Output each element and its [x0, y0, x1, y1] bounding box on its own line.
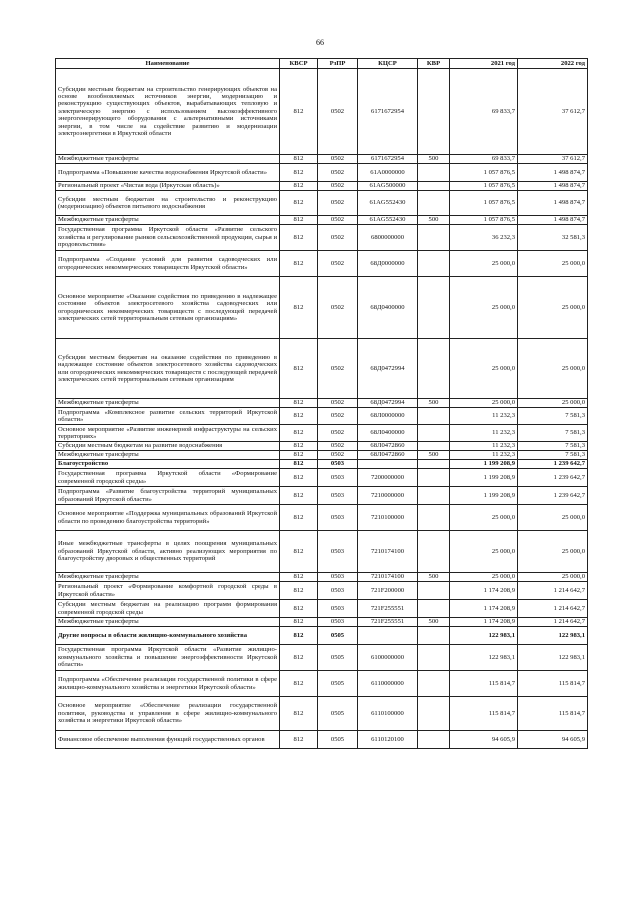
- cell-kvr: [418, 277, 450, 339]
- cell-kvr: [418, 408, 450, 425]
- cell-kvsr: 812: [280, 191, 318, 216]
- cell-kvsr: 812: [280, 671, 318, 697]
- cell-kvr: 500: [418, 155, 450, 164]
- cell-name: Субсидии местным бюджетам на строительство и реконструкцию (модернизацию) объектов питьевого водоснабжения: [56, 191, 280, 216]
- cell-2022: 1 239 642,7: [518, 469, 588, 487]
- table-row: [56, 573, 588, 582]
- cell-kvsr: 812: [280, 339, 318, 399]
- cell-rzpr: 0503: [318, 531, 358, 573]
- table-row: [56, 225, 588, 251]
- cell-rzpr: 0502: [318, 442, 358, 451]
- cell-kvsr: 812: [280, 164, 318, 182]
- cell-2021: 1 057 876,5: [450, 164, 518, 182]
- cell-2022: 122 983,1: [518, 645, 588, 671]
- cell-2022: 1 498 874,7: [518, 191, 588, 216]
- cell-name: Благоустройство: [56, 460, 280, 469]
- cell-2021: 1 057 876,5: [450, 216, 518, 225]
- cell-rzpr: 0505: [318, 671, 358, 697]
- cell-kcsr: 721F255551: [358, 618, 418, 627]
- cell-2022: 25 000,0: [518, 399, 588, 408]
- cell-kcsr: 68Л0472860: [358, 442, 418, 451]
- cell-kvsr: 812: [280, 216, 318, 225]
- cell-2022: 25 000,0: [518, 531, 588, 573]
- cell-kvsr: 812: [280, 155, 318, 164]
- cell-kvr: 500: [418, 451, 450, 460]
- cell-2022: 1 498 874,7: [518, 216, 588, 225]
- cell-kvr: [418, 469, 450, 487]
- cell-kvr: [418, 582, 450, 600]
- cell-kcsr: 6100000000: [358, 645, 418, 671]
- cell-2022: 7 581,3: [518, 442, 588, 451]
- cell-name: Подпрограмма «Комплексное развитие сельских территорий Иркутской области»: [56, 408, 280, 425]
- cell-kcsr: 721F255551: [358, 600, 418, 618]
- cell-2022: 25 000,0: [518, 339, 588, 399]
- cell-kcsr: 6171672954: [358, 69, 418, 155]
- cell-rzpr: 0505: [318, 731, 358, 749]
- cell-name: Подпрограмма «Обеспечение реализации государственной политики в сфере жилищно-коммунального хозяйства и энергетики Иркутской области»: [56, 671, 280, 697]
- cell-rzpr: 0502: [318, 182, 358, 191]
- table-row: [56, 582, 588, 600]
- cell-kvr: [418, 191, 450, 216]
- table-row: [56, 627, 588, 645]
- cell-kvsr: 812: [280, 425, 318, 442]
- cell-name: Субсидии местным бюджетам на развитие водоснабжения: [56, 442, 280, 451]
- cell-2021: 36 232,3: [450, 225, 518, 251]
- cell-2021: 11 232,3: [450, 425, 518, 442]
- table-row: [56, 182, 588, 191]
- cell-2021: 122 983,1: [450, 645, 518, 671]
- cell-kvsr: 812: [280, 645, 318, 671]
- cell-2021: 11 232,3: [450, 408, 518, 425]
- cell-2022: 7 581,3: [518, 451, 588, 460]
- cell-name: Другие вопросы в области жилищно-коммунального хозяйства: [56, 627, 280, 645]
- cell-kvr: [418, 442, 450, 451]
- cell-kvr: 500: [418, 618, 450, 627]
- cell-kcsr: 6800000000: [358, 225, 418, 251]
- cell-kcsr: 61А0000000: [358, 164, 418, 182]
- cell-kvr: [418, 627, 450, 645]
- table-row: [56, 155, 588, 164]
- table-row: [56, 251, 588, 277]
- header-2021: 2021 год: [450, 59, 518, 69]
- cell-kvsr: 812: [280, 582, 318, 600]
- cell-name: Субсидии местным бюджетам на реализацию программ формирования современной городской среды: [56, 600, 280, 618]
- cell-name: Государственная программа Иркутской области «Развитие сельского хозяйства и регулирование рынков сельскохозяйственной продукции, сырья и продовольствия»: [56, 225, 280, 251]
- cell-2021: 25 000,0: [450, 277, 518, 339]
- cell-name: Межбюджетные трансферты: [56, 618, 280, 627]
- cell-2021: 122 983,1: [450, 627, 518, 645]
- cell-2021: 1 057 876,5: [450, 191, 518, 216]
- cell-2022: 25 000,0: [518, 277, 588, 339]
- cell-2022: 1 498 874,7: [518, 164, 588, 182]
- cell-2022: 115 814,7: [518, 697, 588, 731]
- cell-name: Межбюджетные трансферты: [56, 399, 280, 408]
- cell-kvr: [418, 69, 450, 155]
- cell-kvsr: 812: [280, 182, 318, 191]
- cell-kcsr: 7200000000: [358, 469, 418, 487]
- cell-2022: 37 612,7: [518, 69, 588, 155]
- cell-name: Подпрограмма «Развитие благоустройства территорий муниципальных образований Иркутской области»: [56, 487, 280, 505]
- cell-name: Иные межбюджетные трансферты в целях поощрения муниципальных образований Иркутской области, активно реализующих мероприятия по благоустройству дворовых и общественных территорий: [56, 531, 280, 573]
- cell-rzpr: 0502: [318, 339, 358, 399]
- table-header-row: [56, 59, 588, 69]
- cell-2021: 11 232,3: [450, 451, 518, 460]
- cell-kvsr: 812: [280, 731, 318, 749]
- cell-2021: 69 833,7: [450, 69, 518, 155]
- cell-rzpr: 0505: [318, 627, 358, 645]
- cell-2022: 1 214 642,7: [518, 600, 588, 618]
- table-row: [56, 277, 588, 339]
- header-kcsr: КЦСР: [358, 59, 418, 69]
- cell-kcsr: 7210100000: [358, 505, 418, 531]
- header-kvr: КВР: [418, 59, 450, 69]
- cell-kvr: [418, 731, 450, 749]
- cell-kvr: [418, 182, 450, 191]
- cell-kvsr: 812: [280, 277, 318, 339]
- header-kvsr: КВСР: [280, 59, 318, 69]
- cell-kvr: [418, 425, 450, 442]
- cell-name: Региональный проект «Чистая вода (Иркутская область)»: [56, 182, 280, 191]
- cell-kvsr: 812: [280, 487, 318, 505]
- cell-2022: 122 983,1: [518, 627, 588, 645]
- page-number: 66: [316, 38, 324, 47]
- cell-rzpr: 0505: [318, 645, 358, 671]
- cell-kcsr: 68Д0000000: [358, 251, 418, 277]
- cell-kvr: [418, 164, 450, 182]
- table-row: [56, 164, 588, 182]
- table-row: [56, 442, 588, 451]
- cell-kvsr: 812: [280, 618, 318, 627]
- cell-kvsr: 812: [280, 408, 318, 425]
- table-row: [56, 645, 588, 671]
- cell-kcsr: 6110000000: [358, 671, 418, 697]
- cell-2021: 1 174 208,9: [450, 618, 518, 627]
- cell-kvsr: 812: [280, 251, 318, 277]
- cell-kvsr: 812: [280, 451, 318, 460]
- cell-kvsr: 812: [280, 460, 318, 469]
- cell-kvr: 500: [418, 216, 450, 225]
- cell-rzpr: 0502: [318, 225, 358, 251]
- cell-kvsr: 812: [280, 442, 318, 451]
- cell-kvsr: 812: [280, 573, 318, 582]
- cell-name: Межбюджетные трансферты: [56, 451, 280, 460]
- cell-2021: 25 000,0: [450, 251, 518, 277]
- cell-2021: 25 000,0: [450, 505, 518, 531]
- cell-rzpr: 0502: [318, 216, 358, 225]
- cell-2021: 69 833,7: [450, 155, 518, 164]
- header-rzpr: РзПР: [318, 59, 358, 69]
- cell-2022: 94 605,9: [518, 731, 588, 749]
- cell-2022: 1 239 642,7: [518, 487, 588, 505]
- table-row: [56, 451, 588, 460]
- cell-kvr: [418, 460, 450, 469]
- cell-kvr: [418, 339, 450, 399]
- cell-rzpr: 0505: [318, 697, 358, 731]
- table-row: [56, 697, 588, 731]
- cell-rzpr: 0503: [318, 600, 358, 618]
- cell-kcsr: 61АG552430: [358, 191, 418, 216]
- cell-2021: 25 000,0: [450, 399, 518, 408]
- cell-rzpr: 0503: [318, 505, 358, 531]
- cell-name: Субсидии местным бюджетам на оказание содействия по приведению в надлежащее состояние объектов электросетевого хозяйства садоводческих или огороднических некоммерческих товариществ с последующей передачей электрических сетей территориальным сетевым организациям: [56, 339, 280, 399]
- cell-rzpr: 0502: [318, 277, 358, 339]
- cell-kvsr: 812: [280, 399, 318, 408]
- cell-kvr: [418, 487, 450, 505]
- cell-2021: 94 605,9: [450, 731, 518, 749]
- cell-kvsr: 812: [280, 627, 318, 645]
- cell-name: Субсидии местным бюджетам на строительство генерирующих объектов на основе возобновляемых источников энергии, модернизацию и реконструкцию существующих объектов, вырабатывающих тепловую и электрическую энергию с использованием высокоэффективного энергогенерирующего оборудования с альтернативными источниками энергии, в том числе на содействие развитию и модернизации электроэнергетики в Иркутской области: [56, 69, 280, 155]
- table-row: [56, 408, 588, 425]
- table-row: [56, 618, 588, 627]
- cell-2022: 25 000,0: [518, 251, 588, 277]
- header-name: Наименование: [56, 59, 280, 69]
- cell-kcsr: 68Л0472860: [358, 451, 418, 460]
- cell-rzpr: 0503: [318, 573, 358, 582]
- cell-kvsr: 812: [280, 225, 318, 251]
- cell-2021: 1 199 208,9: [450, 469, 518, 487]
- cell-kcsr: 61АG552430: [358, 216, 418, 225]
- budget-table: [55, 58, 588, 749]
- cell-name: Подпрограмма «Создание условий для развития садоводческих или огороднических некоммерческих товариществ Иркутской области»: [56, 251, 280, 277]
- cell-rzpr: 0502: [318, 191, 358, 216]
- cell-kvsr: 812: [280, 505, 318, 531]
- cell-rzpr: 0502: [318, 251, 358, 277]
- cell-kcsr: 68Д0400000: [358, 277, 418, 339]
- table-row: [56, 600, 588, 618]
- cell-kvr: 500: [418, 399, 450, 408]
- cell-name: Региональный проект «Формирование комфортной городской среды в Иркутской области»: [56, 582, 280, 600]
- cell-2021: 115 814,7: [450, 671, 518, 697]
- cell-2021: 115 814,7: [450, 697, 518, 731]
- cell-kcsr: 7210174100: [358, 573, 418, 582]
- cell-2022: 25 000,0: [518, 573, 588, 582]
- cell-name: Государственная программа Иркутской области «Формирование современной городской среды»: [56, 469, 280, 487]
- cell-kvr: [418, 671, 450, 697]
- cell-kcsr: 6110100000: [358, 697, 418, 731]
- cell-name: Основное мероприятие «Оказание содействия по приведению в надлежащее состояние объектов электросетевого хозяйства садоводческих или огороднических некоммерческих товариществ с последующей передачей электрических сетей территориальным сетевым организациям»: [56, 277, 280, 339]
- cell-2022: 1 214 642,7: [518, 618, 588, 627]
- cell-2022: 25 000,0: [518, 505, 588, 531]
- cell-kvr: [418, 600, 450, 618]
- table-row: [56, 487, 588, 505]
- cell-kcsr: 68Л0400000: [358, 425, 418, 442]
- cell-name: Межбюджетные трансферты: [56, 155, 280, 164]
- cell-name: Государственная программа Иркутской области «Развитие жилищно-коммунального хозяйства и повышение энергоэффективности Иркутской области»: [56, 645, 280, 671]
- cell-kvr: 500: [418, 573, 450, 582]
- table-row: [56, 425, 588, 442]
- table-row: [56, 216, 588, 225]
- cell-2022: 7 581,3: [518, 408, 588, 425]
- cell-kcsr: 68Д0472994: [358, 399, 418, 408]
- table-row: [56, 671, 588, 697]
- cell-kcsr: 7210000000: [358, 487, 418, 505]
- cell-name: Основное мероприятие «Развитие инженерной инфраструктуры на сельских территориях»: [56, 425, 280, 442]
- table-row: [56, 731, 588, 749]
- cell-2021: 1 057 876,5: [450, 182, 518, 191]
- cell-2022: 115 814,7: [518, 671, 588, 697]
- cell-2021: 11 232,3: [450, 442, 518, 451]
- cell-kcsr: 68Д0472994: [358, 339, 418, 399]
- cell-name: Основное мероприятие «Поддержка муниципальных образований Иркутской области по проведению благоустройства территорий»: [56, 505, 280, 531]
- table-row: [56, 399, 588, 408]
- cell-kvr: [418, 251, 450, 277]
- table-row: [56, 339, 588, 399]
- cell-rzpr: 0502: [318, 425, 358, 442]
- cell-rzpr: 0503: [318, 460, 358, 469]
- cell-kcsr: 68Л0000000: [358, 408, 418, 425]
- cell-rzpr: 0502: [318, 408, 358, 425]
- cell-kcsr: [358, 627, 418, 645]
- cell-2021: 1 174 208,9: [450, 582, 518, 600]
- cell-kvsr: 812: [280, 697, 318, 731]
- cell-rzpr: 0502: [318, 69, 358, 155]
- table-row: [56, 191, 588, 216]
- table-row: [56, 531, 588, 573]
- cell-rzpr: 0502: [318, 164, 358, 182]
- cell-rzpr: 0503: [318, 618, 358, 627]
- table-row: [56, 505, 588, 531]
- cell-kcsr: 6171672954: [358, 155, 418, 164]
- cell-kvr: [418, 505, 450, 531]
- cell-2021: 25 000,0: [450, 573, 518, 582]
- cell-kvr: [418, 531, 450, 573]
- table-row: [56, 469, 588, 487]
- cell-rzpr: 0503: [318, 582, 358, 600]
- cell-2021: 25 000,0: [450, 531, 518, 573]
- cell-kcsr: [358, 460, 418, 469]
- cell-kvr: [418, 645, 450, 671]
- table-row: [56, 69, 588, 155]
- cell-kvsr: 812: [280, 531, 318, 573]
- cell-2021: 1 199 208,9: [450, 487, 518, 505]
- cell-2021: 25 000,0: [450, 339, 518, 399]
- cell-kvr: [418, 697, 450, 731]
- cell-2022: 37 612,7: [518, 155, 588, 164]
- header-2022: 2022 год: [518, 59, 588, 69]
- cell-kvsr: 812: [280, 600, 318, 618]
- cell-2022: 1 214 642,7: [518, 582, 588, 600]
- cell-rzpr: 0502: [318, 451, 358, 460]
- cell-2021: 1 199 208,9: [450, 460, 518, 469]
- cell-2022: 1 498 874,7: [518, 182, 588, 191]
- cell-name: Основное мероприятие «Обеспечение реализации государственной политики, руководства и управления в сфере жилищно-коммунального хозяйства и энергетики Иркутской области»: [56, 697, 280, 731]
- cell-kcsr: 7210174100: [358, 531, 418, 573]
- cell-kcsr: 61АG500000: [358, 182, 418, 191]
- cell-rzpr: 0503: [318, 487, 358, 505]
- cell-name: Межбюджетные трансферты: [56, 216, 280, 225]
- cell-rzpr: 0502: [318, 399, 358, 408]
- cell-2022: 32 581,3: [518, 225, 588, 251]
- cell-2021: 1 174 208,9: [450, 600, 518, 618]
- cell-2022: 7 581,3: [518, 425, 588, 442]
- cell-kvsr: 812: [280, 469, 318, 487]
- cell-kcsr: 6110120100: [358, 731, 418, 749]
- cell-name: Подпрограмма «Повышение качества водоснабжения Иркутской области»: [56, 164, 280, 182]
- cell-rzpr: 0503: [318, 469, 358, 487]
- cell-kvr: [418, 225, 450, 251]
- cell-rzpr: 0502: [318, 155, 358, 164]
- cell-name: Финансовое обеспечение выполнения функций государственных органов: [56, 731, 280, 749]
- cell-name: Межбюджетные трансферты: [56, 573, 280, 582]
- cell-2022: 1 239 642,7: [518, 460, 588, 469]
- table-row: [56, 460, 588, 469]
- cell-kvsr: 812: [280, 69, 318, 155]
- cell-kcsr: 721F200000: [358, 582, 418, 600]
